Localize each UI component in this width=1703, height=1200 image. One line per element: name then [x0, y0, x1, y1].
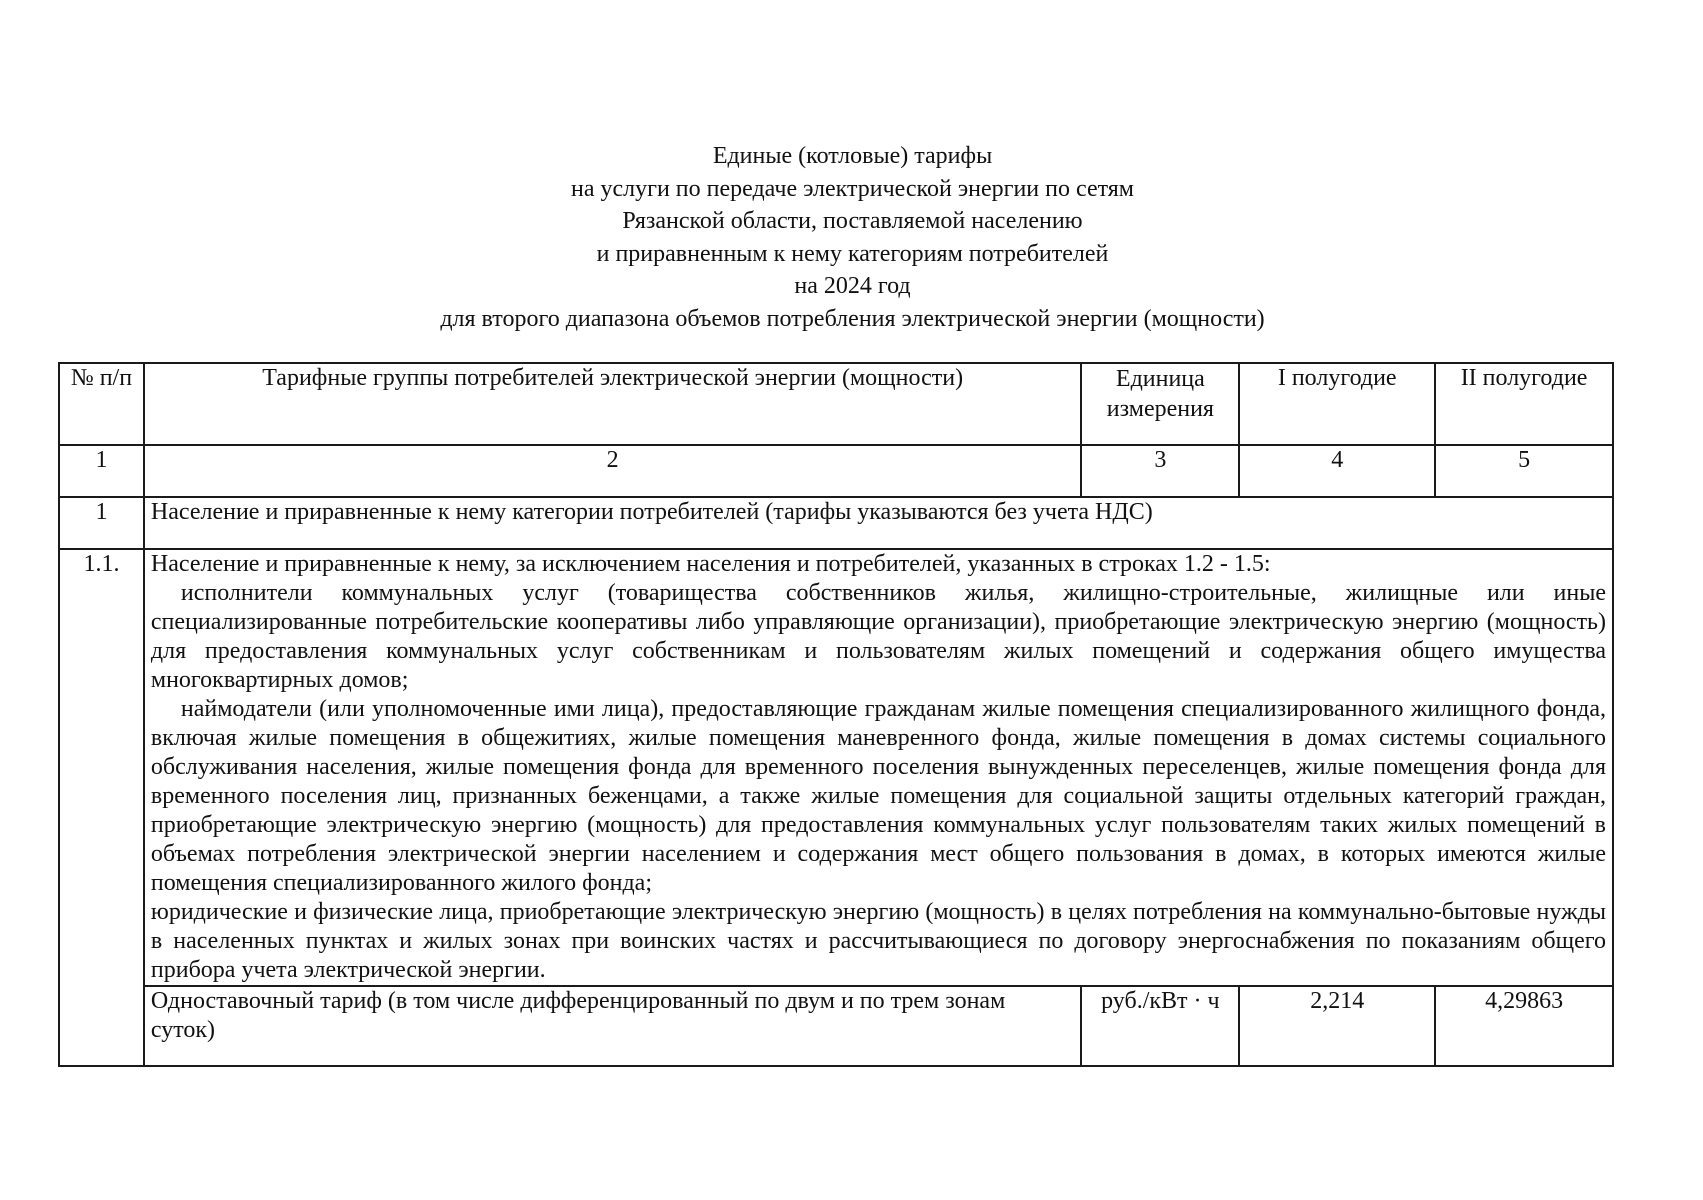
row-num-empty	[59, 986, 144, 1066]
header-unit	[1081, 363, 1239, 445]
tariff-table	[58, 362, 1614, 1067]
row-paragraph-3: юридические и физические лица, приобретающие электрическую энергию (мощность) в целях потребления на коммунально-бытовые нужды в населенных пунктах и жилых зонах при воинских частях и рассчитывающиеся по договору энергоснабжения по показаниям общего прибора учета электрической энергии.	[150, 899, 1606, 983]
header-half-1: I полугодие	[1239, 363, 1435, 445]
header-groups: Тарифные группы потребителей электрической энергии (мощности)	[144, 363, 1082, 445]
rate-unit: руб./кВт · ч	[1081, 986, 1239, 1066]
row-num: 1.1.	[59, 549, 144, 986]
column-number: 1	[59, 445, 144, 497]
header-half-2: II полугодие	[1435, 363, 1613, 445]
table-row	[59, 549, 1613, 986]
rate-half-1-value: 2,214	[1239, 986, 1435, 1066]
table-header-row	[59, 363, 1613, 445]
title-line-2: на услуги по передаче электрической энергии по сетям	[570, 175, 1134, 202]
row-paragraph-1: исполнители коммунальных услуг (товарищества собственников жилья, жилищно-строительные, жилищные или иные специализированные потребительские кооперативы либо управляющие организации), приобретающие электрическую энергию (мощность) для предоставления коммунальных услуг собственникам и пользователям жилых помещений и содержания общего имущества многоквартирных домов;	[150, 580, 1606, 693]
title-line-4: и приравненным к нему категориям потребителей	[596, 240, 1109, 267]
table-row	[59, 986, 1613, 1066]
column-number: 5	[1435, 445, 1613, 497]
column-number-row	[59, 445, 1613, 497]
title-line-3: Рязанской области, поставляемой населению	[622, 208, 1083, 234]
rate-name: Одноставочный тариф (в том числе дифференцированный по двум и по трем зонам суток)	[144, 986, 1082, 1066]
row-description	[144, 549, 1613, 986]
column-number: 3	[1081, 445, 1239, 497]
header-unit-line1: Единица	[1115, 366, 1205, 392]
section-row	[59, 497, 1613, 549]
section-num: 1	[59, 497, 144, 549]
header-num: № п/п	[59, 363, 144, 445]
header-unit-line2: измерения	[1106, 396, 1214, 422]
title-line-1: Единые (котловые) тарифы	[712, 143, 993, 169]
row-paragraph-2: наймодатели (или уполномоченные ими лица), предоставляющие гражданам жилые помещения специализированного жилищного фонда, включая жилые помещения в общежитиях, жилые помещения маневренного фонда, жилые помещения в домах системы социального обслуживания населения, жилые помещения фонда для временного поселения вынужденных переселенцев, жилые помещения фонда для временного поселения лиц, признанных беженцами, а также жилые помещения для социальной защиты отдельных категорий граждан, приобретающие электрическую энергию (мощность) для предоставления коммунальных услуг пользователям таких жилых помещений в объемах потребления электрической энергии населением и содержания мест общего пользования в домах, в которых имеются жилые помещения специализированного жилого фонда;	[150, 696, 1606, 896]
column-number: 2	[144, 445, 1082, 497]
document-title	[200, 140, 1505, 335]
row-intro: Население и приравненные к нему, за исключением населения и потребителей, указанных в строках 1.2 - 1.5:	[150, 551, 1271, 577]
rate-half-2-value: 4,29863	[1435, 986, 1613, 1066]
title-line-5: на 2024 год	[794, 273, 911, 299]
title-line-6: для второго диапазона объемов потребления электрической энергии (мощности)	[440, 305, 1265, 332]
column-number: 4	[1239, 445, 1435, 497]
section-text: Население и приравненные к нему категории потребителей (тарифы указываются без учета НДС)	[144, 497, 1613, 549]
